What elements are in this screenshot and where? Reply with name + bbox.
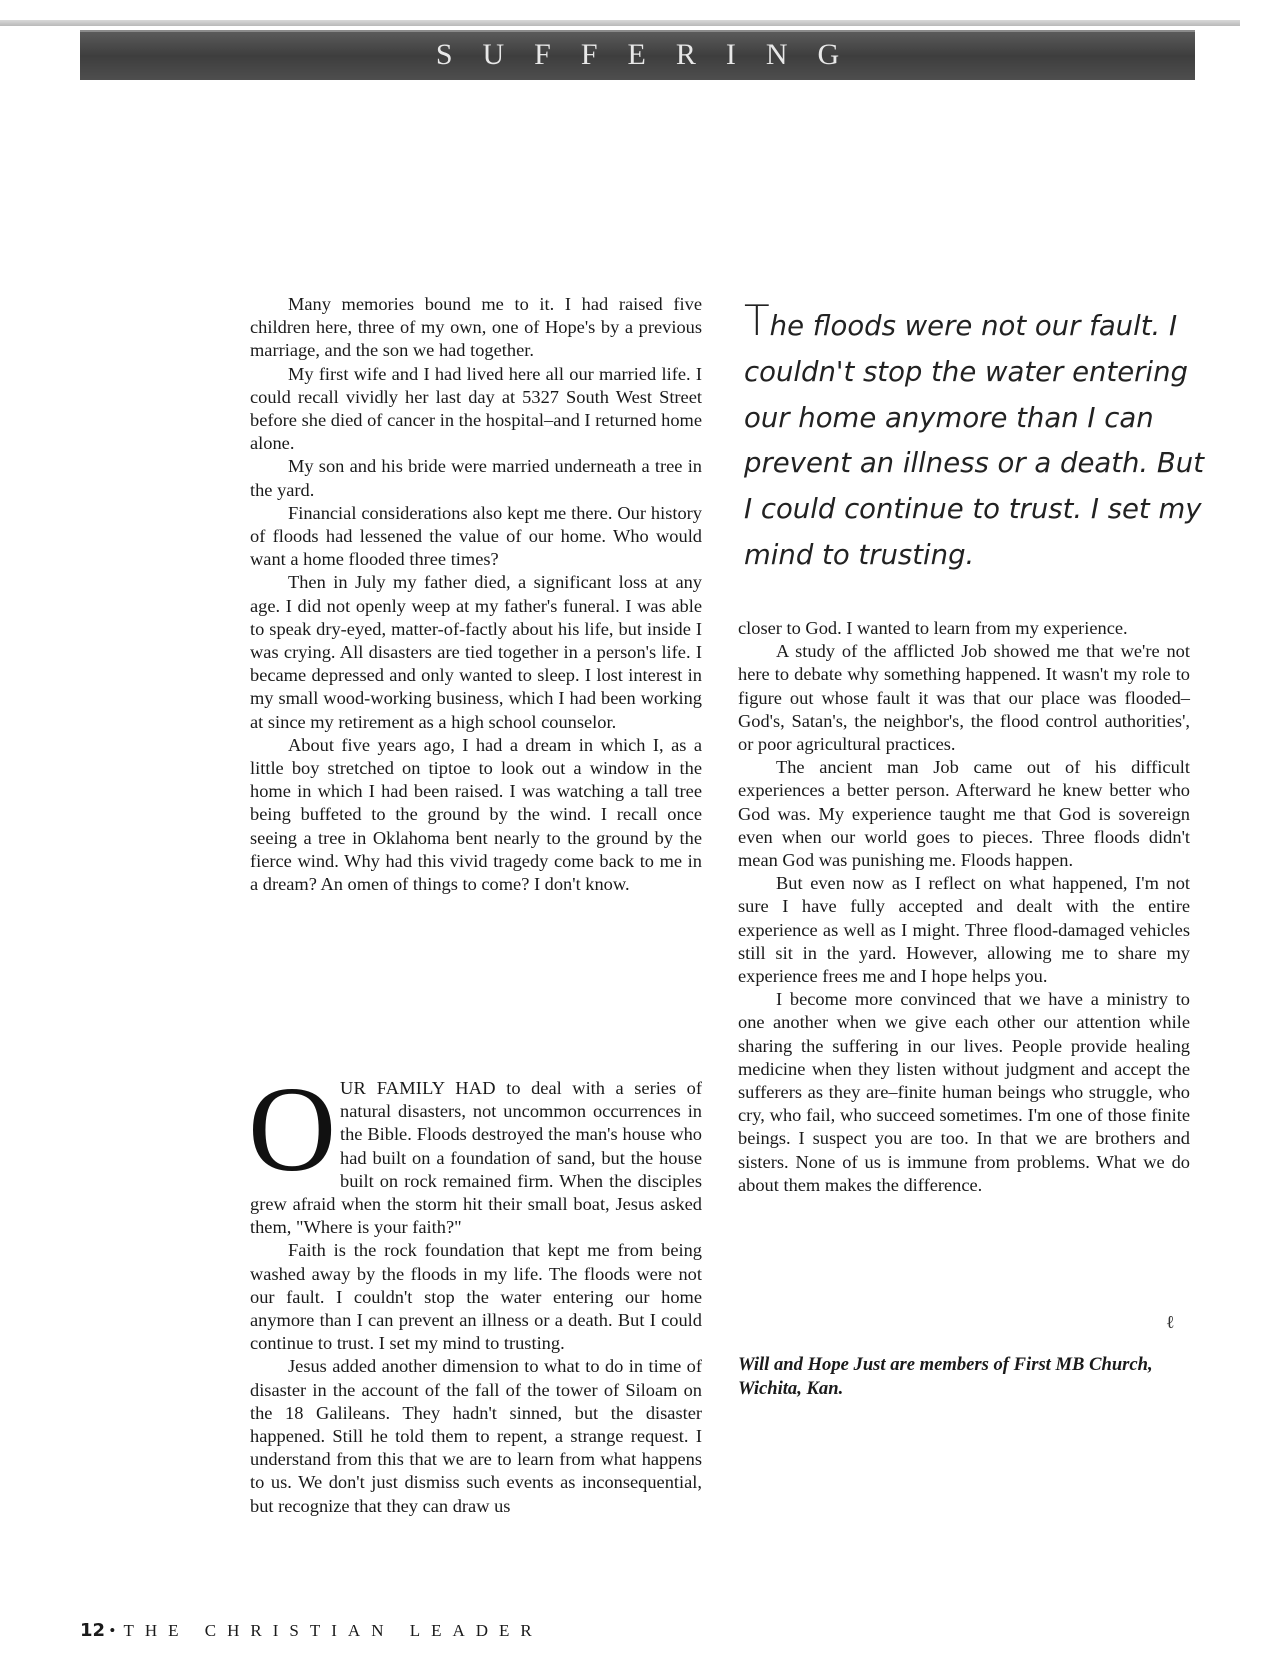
paragraph: My first wife and I had lived here all our married life. I could recall vividly her last day at 5327 South West Street before she died of cancer in the hospital–and I returned home alone. <box>250 363 702 454</box>
footer-separator: • <box>109 1621 116 1640</box>
paragraph: About five years ago, I had a dream in which I, as a little boy stretched on tiptoe to look out a window in the home in which I had been raised. I was watching a tall tree being buffeted to the ground by the wind. I recall once seeing a tree in Oklahoma bent nearly to the ground by the fierce wind. Why had this vivid tragedy come back to me in a dream? An omen of things to come? I don't know. <box>250 734 702 895</box>
pull-quote-text: he floods were not our fault. I couldn't stop the water entering our home anymore than I can prevent an illness or a death. But I could continue to trust. I set my mind to trusting. <box>744 310 1204 571</box>
continued-paragraph: closer to God. I wanted to learn from my experience. <box>738 618 1128 638</box>
paragraph: A study of the afflicted Job showed me that we're not here to debate why something happened. It wasn't my role to figure out whose fault it was that our place was flooded–God's, Satan's, the neighbor's, the flood control authorities', or poor agricultural practices. <box>738 641 1190 755</box>
paragraph: I become more convinced that we have a ministry to one another when we give each other our attention while sharing the suffering in our lives. People provide healing medicine when they listen without judgment and accept the sufferers as they are–finite human beings who struggle, who cry, who fail, who succeed sometimes. I'm one of those finite beings. I suspect you are too. In that we are brothers and sisters. None of us is immune from problems. What we do about them makes the difference. <box>738 989 1190 1195</box>
opening-paragraph-text: to deal with a series of natural disasters, not uncommon occurrences in the Bible. Floods destroyed the man's house who had built on a foundation of sand, but the house built on rock remained firm. When the disciples grew afraid when the storm hit their small boat, Jesus asked them, "Where is your faith?" <box>250 1078 702 1238</box>
pull-quote <box>744 298 1204 579</box>
left-column-bottom <box>248 1062 702 1518</box>
top-rule <box>0 20 1240 26</box>
paragraph: Many memories bound me to it. I had raised five children here, three of my own, one of Hope's by a previous marriage, and the son we had together. <box>250 294 702 361</box>
right-column <box>738 617 1190 1197</box>
publication-name: THE CHRISTIAN LEADER <box>123 1621 543 1640</box>
lead-in-caps: UR FAMILY HAD <box>340 1078 496 1098</box>
left-column-top <box>250 293 702 896</box>
end-mark-icon: ℓ <box>1166 1312 1175 1332</box>
paragraph: Then in July my father died, a significant loss at any age. I did not openly weep at my father's funeral. I was able to speak dry-eyed, matter-of-factly about his life, but inside I was crying. All disasters are tied together in a person's life. I became depressed and only wanted to sleep. I lost interest in my small wood-working business, which I had been working at since my retirement as a high school counselor. <box>250 572 702 732</box>
paragraph: My son and his bride were married underneath a tree in the yard. <box>250 456 702 500</box>
page-number: 12 <box>80 1620 106 1641</box>
paragraph: Faith is the rock foundation that kept me from being washed away by the floods in my life. The floods were not our fault. I couldn't stop the water entering our home anymore than I can prevent an illness or a death. But I could continue to trust. I set my mind to trusting. <box>250 1240 702 1354</box>
paragraph: But even now as I reflect on what happened, I'm not sure I have fully accepted and dealt with the entire experience as well as I might. Three flood-damaged vehicles still sit in the yard. However, allowing me to share my experience frees me and I hope helps you. <box>738 873 1190 987</box>
paragraph: The ancient man Job came out of his difficult experiences a better person. Afterward he knew better who God was. My experience taught me that God is sovereign even when our world goes to pieces. Three floods didn't mean God was punishing me. Floods happen. <box>738 757 1190 871</box>
section-banner <box>80 30 1195 80</box>
section-title: SUFFERING <box>435 38 870 71</box>
paragraph: Financial considerations also kept me there. Our history of floods had lessened the value of our home. Who would want a home flooded three times? <box>250 502 702 570</box>
drop-cap: O <box>248 1062 337 1197</box>
page-footer <box>80 1620 543 1641</box>
pull-quote-initial: T <box>744 296 770 345</box>
opening-paragraph <box>248 1062 702 1239</box>
paragraph: Jesus added another dimension to what to do in time of disaster in the account of the fall of the tower of Siloam on the 18 Galileans. They hadn't sinned, but the disaster happened. Still he told them to repent, a strange request. I understand from this that we are to learn from what happens to us. We don't just dismiss such events as inconsequential, but recognize that they can draw us <box>250 1356 702 1516</box>
author-note: Will and Hope Just are members of First MB Church, Wichita, Kan. <box>738 1354 1153 1399</box>
